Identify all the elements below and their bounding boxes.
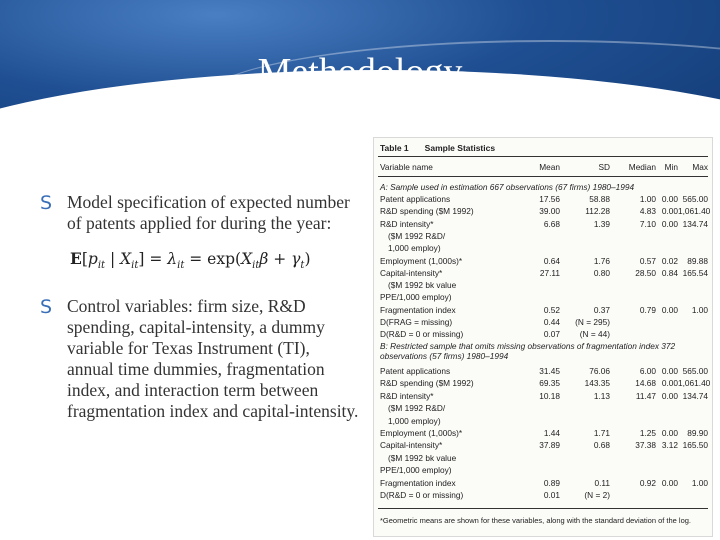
table-row: [380, 268, 706, 279]
table-cell: 1.44: [543, 428, 560, 438]
table-cell: 6.00: [639, 366, 656, 376]
table-cell: 112.28: [585, 206, 610, 217]
table-cell: 1,061.40: [678, 206, 711, 217]
formula-subscript: it: [177, 260, 185, 272]
formula-part: |: [105, 250, 121, 268]
formula-part: β: [259, 250, 269, 268]
table-cell: 134.74: [682, 218, 708, 229]
model-formula: [70, 248, 360, 276]
table-cell: 0.44: [543, 317, 560, 327]
table-cell: 1.71: [593, 428, 610, 438]
table-rule: [378, 156, 708, 157]
formula-expectation: E: [70, 249, 82, 268]
slide-title: Methodology: [257, 51, 463, 93]
table-cell: 0.57: [639, 255, 656, 266]
column-header: Variable name: [380, 162, 433, 172]
bullet-list: [40, 192, 360, 436]
table-footnote: *Geometric means are shown for these variables, along with the standard deviation of the log.: [380, 516, 692, 525]
table-cell: 0.92: [639, 477, 656, 488]
table-cell: 28.50: [635, 267, 656, 278]
formula-part: p: [87, 250, 98, 268]
bullet-text: Model specification of expected number of patents applied for during the year:: [67, 192, 350, 233]
formula-subscript: it: [97, 260, 106, 272]
table-cell: 39.00: [539, 206, 560, 217]
table-row: [380, 206, 711, 217]
table-cell: 0.00: [661, 304, 678, 315]
table-cell: 0.00: [661, 390, 678, 401]
formula-subscript: t: [300, 260, 305, 272]
table-row: [380, 478, 706, 489]
table-cell: 58.88: [589, 194, 610, 204]
table-cell: 0.80: [593, 267, 610, 278]
table-cell: 6.68: [543, 218, 560, 229]
table-cell: 1.00: [691, 304, 708, 315]
table-cell: 1.00: [639, 194, 656, 204]
section-a-heading: A: Sample used in estimation 667 observations (67 firms) 1980–1994: [380, 182, 635, 192]
table-cell: 565.00: [682, 366, 708, 376]
table-row: [380, 403, 706, 414]
row-label: R&D intensity*: [380, 390, 434, 401]
table-title: [380, 143, 511, 153]
row-label: ($M 1992 R&D/: [388, 230, 446, 241]
table-cell: 0.01: [543, 490, 560, 500]
formula-part: ): [304, 250, 311, 268]
table-cell: (N = 44): [579, 329, 610, 340]
row-label: Patent applications: [380, 366, 451, 376]
table-cell: 4.83: [639, 206, 656, 217]
table-row: [380, 440, 706, 451]
column-header: Min: [664, 162, 678, 172]
row-label: ($M 1992 bk value: [388, 280, 457, 291]
table-cell: 0.11: [594, 477, 610, 488]
table-label: Table 1: [380, 143, 409, 153]
bullet-item-model-spec: [40, 192, 360, 234]
table-cell: 27.11: [539, 267, 560, 278]
bullet-text: Control variables: firm size, R&D spending, capital-intensity, a dummy variable for Texas Instrument (TI), annual time dummies, fragmentation index, and interaction term between fragmentation index and capital-intensity.: [67, 296, 359, 422]
formula-part: X: [241, 250, 253, 268]
table-row: [380, 317, 706, 328]
table-cell: 0.00: [661, 477, 678, 488]
table-cell: 69.35: [539, 378, 560, 389]
table-rule: [378, 508, 708, 509]
table-row: [380, 490, 706, 501]
table-header-row: [380, 162, 706, 173]
formula-subscript: it: [131, 260, 139, 272]
row-label: R&D spending ($M 1992): [380, 378, 474, 389]
table-cell: 17.56: [539, 194, 560, 204]
table-row: [380, 243, 706, 254]
table-row: [380, 366, 706, 377]
table-cell: 165.50: [682, 440, 708, 451]
table-cell: 0.00: [661, 194, 678, 204]
table-cell: 3.12: [661, 440, 678, 451]
formula-part: +: [268, 250, 292, 268]
row-label: Patent applications: [380, 194, 451, 204]
bullet-icon: S: [40, 192, 53, 214]
table-cell: 1.39: [593, 218, 610, 229]
formula-subscript: it: [252, 260, 260, 272]
table-row: [380, 416, 706, 427]
table-row: [380, 378, 711, 389]
row-label: Employment (1,000s)*: [380, 255, 463, 266]
table-cell: 0.07: [543, 329, 560, 340]
table-cell: 0.00: [661, 366, 678, 376]
column-header: Max: [692, 162, 708, 172]
row-label: Employment (1,000s)*: [380, 428, 463, 438]
row-label: PPE/1,000 employ): [380, 465, 452, 476]
table-row: [380, 280, 706, 291]
table-cell: 1.76: [593, 255, 610, 266]
table-cell: 0.64: [543, 255, 560, 266]
table-row: [380, 256, 706, 267]
row-label: ($M 1992 bk value: [388, 452, 457, 463]
table-cell: 1.25: [639, 428, 656, 438]
row-label: R&D intensity*: [380, 218, 434, 229]
table-cell: 0.52: [543, 304, 560, 315]
table-cell: 0.37: [593, 304, 610, 315]
column-header: Mean: [539, 162, 560, 172]
row-label: Capital-intensity*: [380, 440, 443, 451]
table-cell: 0.79: [639, 304, 656, 315]
table-cell: 11.47: [635, 390, 656, 401]
formula-part: λ: [167, 250, 178, 268]
row-label: D(R&D = 0 or missing): [380, 329, 464, 340]
table-row: [380, 391, 706, 402]
table-cell: 165.54: [682, 267, 708, 278]
table-cell: 76.06: [589, 366, 610, 376]
table-cell: 89.88: [687, 255, 708, 266]
table-row: [380, 453, 706, 464]
table-cell: 0.00: [661, 218, 678, 229]
column-header: Median: [628, 162, 656, 172]
formula-part: ]: [138, 250, 145, 268]
formula-part: γ: [291, 250, 301, 268]
table-row: [380, 428, 706, 439]
row-label: D(FRAG = missing): [380, 317, 453, 327]
table-row: [380, 465, 706, 476]
row-label: Fragmentation index: [380, 304, 456, 315]
row-label: Capital-intensity*: [380, 267, 443, 278]
table-row: [380, 305, 706, 316]
table-cell: 14.68: [635, 378, 656, 389]
row-label: R&D spending ($M 1992): [380, 206, 474, 217]
row-label: 1,000 employ): [388, 243, 441, 254]
formula-part: X: [120, 250, 132, 268]
row-label: D(R&D = 0 or missing): [380, 490, 464, 500]
table-cell: 89.90: [687, 428, 708, 438]
bullet-icon: S: [40, 296, 53, 319]
table-cell: 0.68: [593, 440, 610, 451]
table-cell: 0.00: [661, 378, 678, 389]
table-row: [380, 231, 706, 242]
table-cell: 37.38: [635, 440, 656, 451]
table-cell: 31.45: [539, 366, 560, 376]
formula-part: [: [81, 250, 88, 268]
bullet-item-control-variables: [40, 296, 360, 422]
table-cell: (N = 295): [575, 317, 610, 327]
table-row: [380, 292, 706, 303]
formula-part: = exp(: [184, 250, 242, 268]
table-cell: 37.89: [539, 440, 560, 451]
table-caption: Sample Statistics: [424, 143, 496, 153]
row-label: PPE/1,000 employ): [380, 292, 452, 303]
table-cell: 0.02: [661, 255, 678, 266]
table-cell: 134.74: [682, 390, 708, 401]
table-cell: 10.18: [539, 390, 560, 401]
table-cell: 143.35: [584, 378, 610, 389]
column-header: SD: [598, 162, 610, 172]
row-label: 1,000 employ): [388, 415, 441, 426]
table-cell: 7.10: [639, 218, 656, 229]
table-cell: 1,061.40: [678, 378, 711, 389]
section-b-heading: B: Restricted sample that omits missing observations of fragmentation index 372 observations (57 firms) 1980–1994: [380, 341, 676, 361]
sample-statistics-table: [373, 137, 713, 537]
table-cell: 0.00: [661, 206, 678, 217]
table-row: [380, 219, 706, 230]
row-label: Fragmentation index: [380, 477, 456, 488]
table-cell: 1.13: [593, 390, 610, 401]
table-cell: 0.89: [543, 477, 560, 488]
table-row: [380, 194, 706, 205]
table-cell: 0.84: [661, 267, 678, 278]
table-row: [380, 329, 706, 340]
row-label: ($M 1992 R&D/: [388, 403, 446, 414]
table-cell: 1.00: [691, 477, 708, 488]
table-cell: 565.00: [682, 194, 708, 204]
formula-part: =: [144, 250, 168, 268]
table-cell: (N = 2): [584, 490, 610, 500]
table-rule: [378, 176, 708, 177]
table-cell: 0.00: [661, 428, 678, 438]
